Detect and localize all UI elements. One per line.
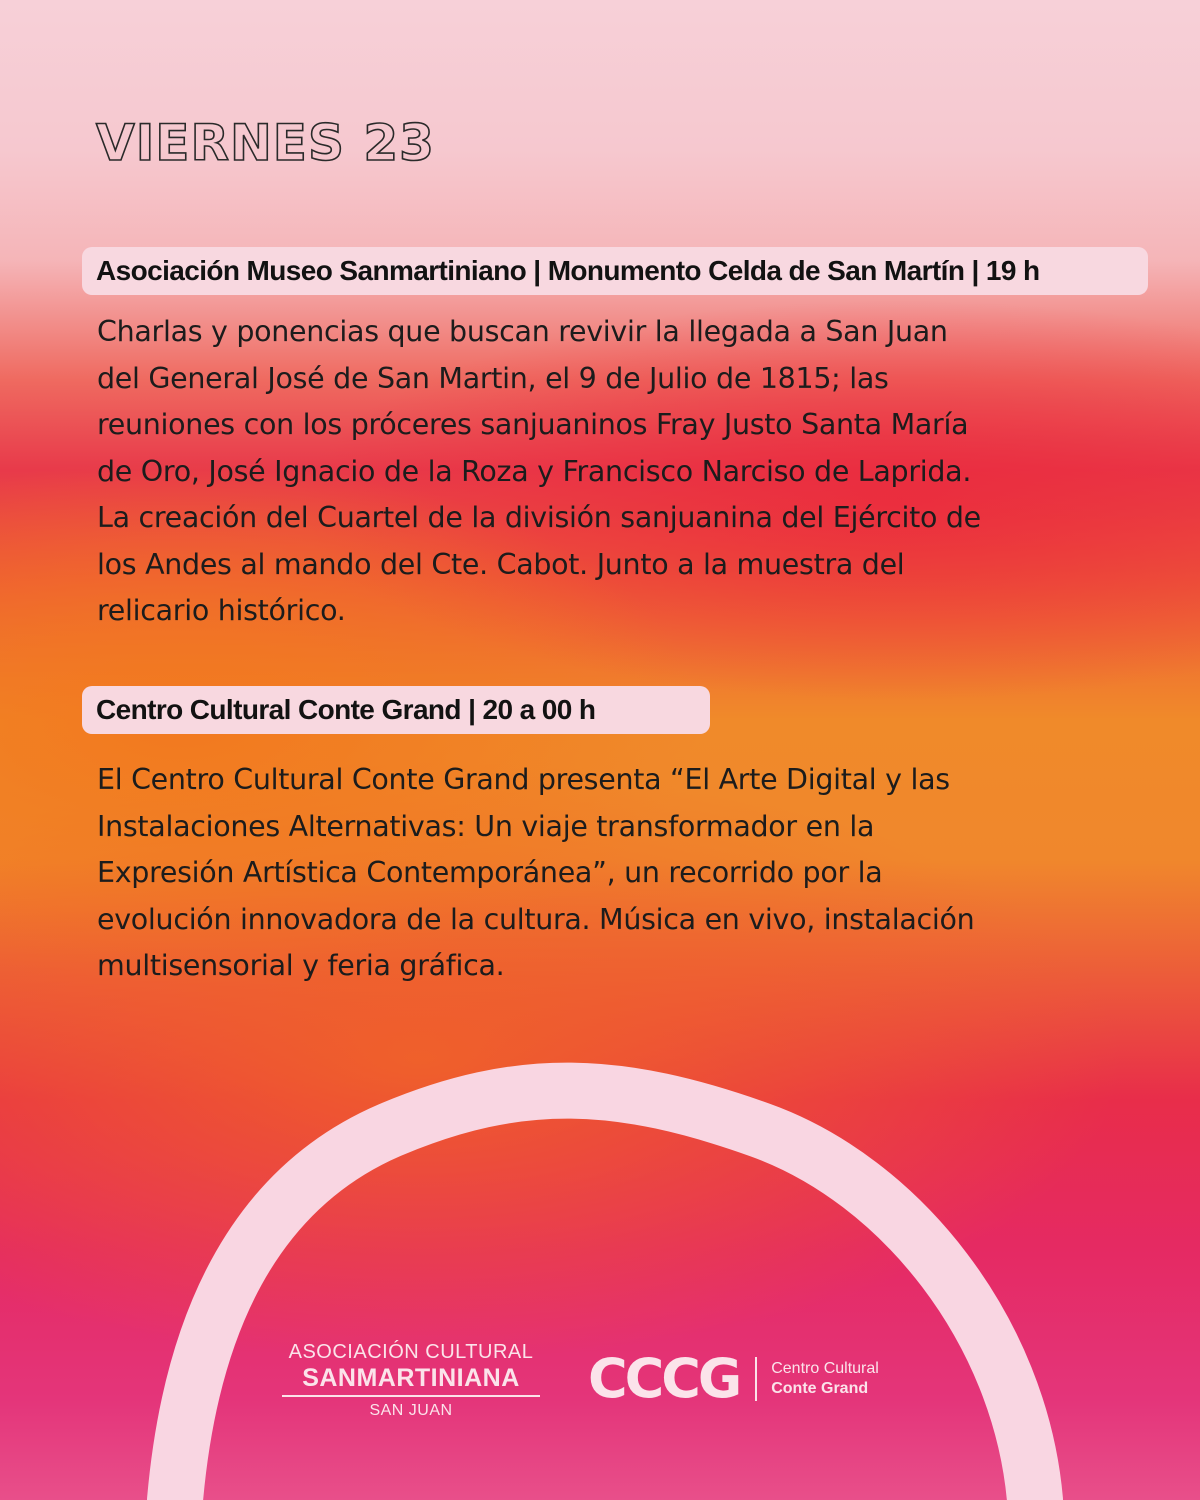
description-line: relicario histórico. <box>97 594 346 627</box>
description-line: de Oro, José Ignacio de la Roza y Francisco Narciso de Laprida. <box>97 454 972 488</box>
logo-line: Conte Grand <box>771 1380 869 1397</box>
event-title-text: Centro Cultural Conte Grand | 20 a 00 h <box>96 694 596 725</box>
day-heading: VIERNES 23 <box>96 114 435 172</box>
logo-line: SAN JUAN <box>369 1402 453 1419</box>
event-description-centro-cultural <box>97 757 1117 990</box>
cccg-logo-text <box>771 1359 879 1399</box>
description-line: Expresión Artística Contemporánea”, un recorrido por la <box>97 856 883 889</box>
description-line: La creación del Cuartel de la división sanjuanina del Ejército de <box>97 501 981 534</box>
description-line: multisensorial y feria gráfica. <box>97 949 505 982</box>
logo-line: ASOCIACIÓN CULTURAL <box>288 1341 534 1363</box>
description-line: reuniones con los próceres sanjuaninos Fray Justo Santa María <box>97 408 969 441</box>
cccg-logo-mark: CCCG <box>588 1347 740 1410</box>
event-title-museo <box>82 247 1148 295</box>
description-line: del General José de San Martin, el 9 de Julio de 1815; las <box>97 361 889 395</box>
asociacion-cultural-logo <box>282 1340 540 1421</box>
description-line: los Andes al mando del Cte. Cabot. Junto a la muestra del <box>97 547 905 581</box>
logo-line: Centro Cultural <box>771 1360 879 1377</box>
cccg-logo <box>588 1347 879 1410</box>
event-title-text: Asociación Museo Sanmartiniano | Monumento Celda de San Martín | 19 h <box>96 255 1040 286</box>
description-line: Instalaciones Alternativas: Un viaje transformador en la <box>97 809 875 843</box>
description-line: El Centro Cultural Conte Grand presenta “El Arte Digital y las <box>97 763 950 796</box>
description-line: Charlas y ponencias que buscan revivir la llegada a San Juan <box>97 315 948 348</box>
logo-line: SANMARTINIANA <box>302 1364 520 1392</box>
logo-divider <box>282 1395 540 1397</box>
logo-divider <box>755 1357 757 1401</box>
event-title-centro-cultural <box>82 686 710 734</box>
description-line: evolución innovadora de la cultura. Música en vivo, instalación <box>97 902 975 936</box>
event-description-museo <box>97 309 1117 635</box>
